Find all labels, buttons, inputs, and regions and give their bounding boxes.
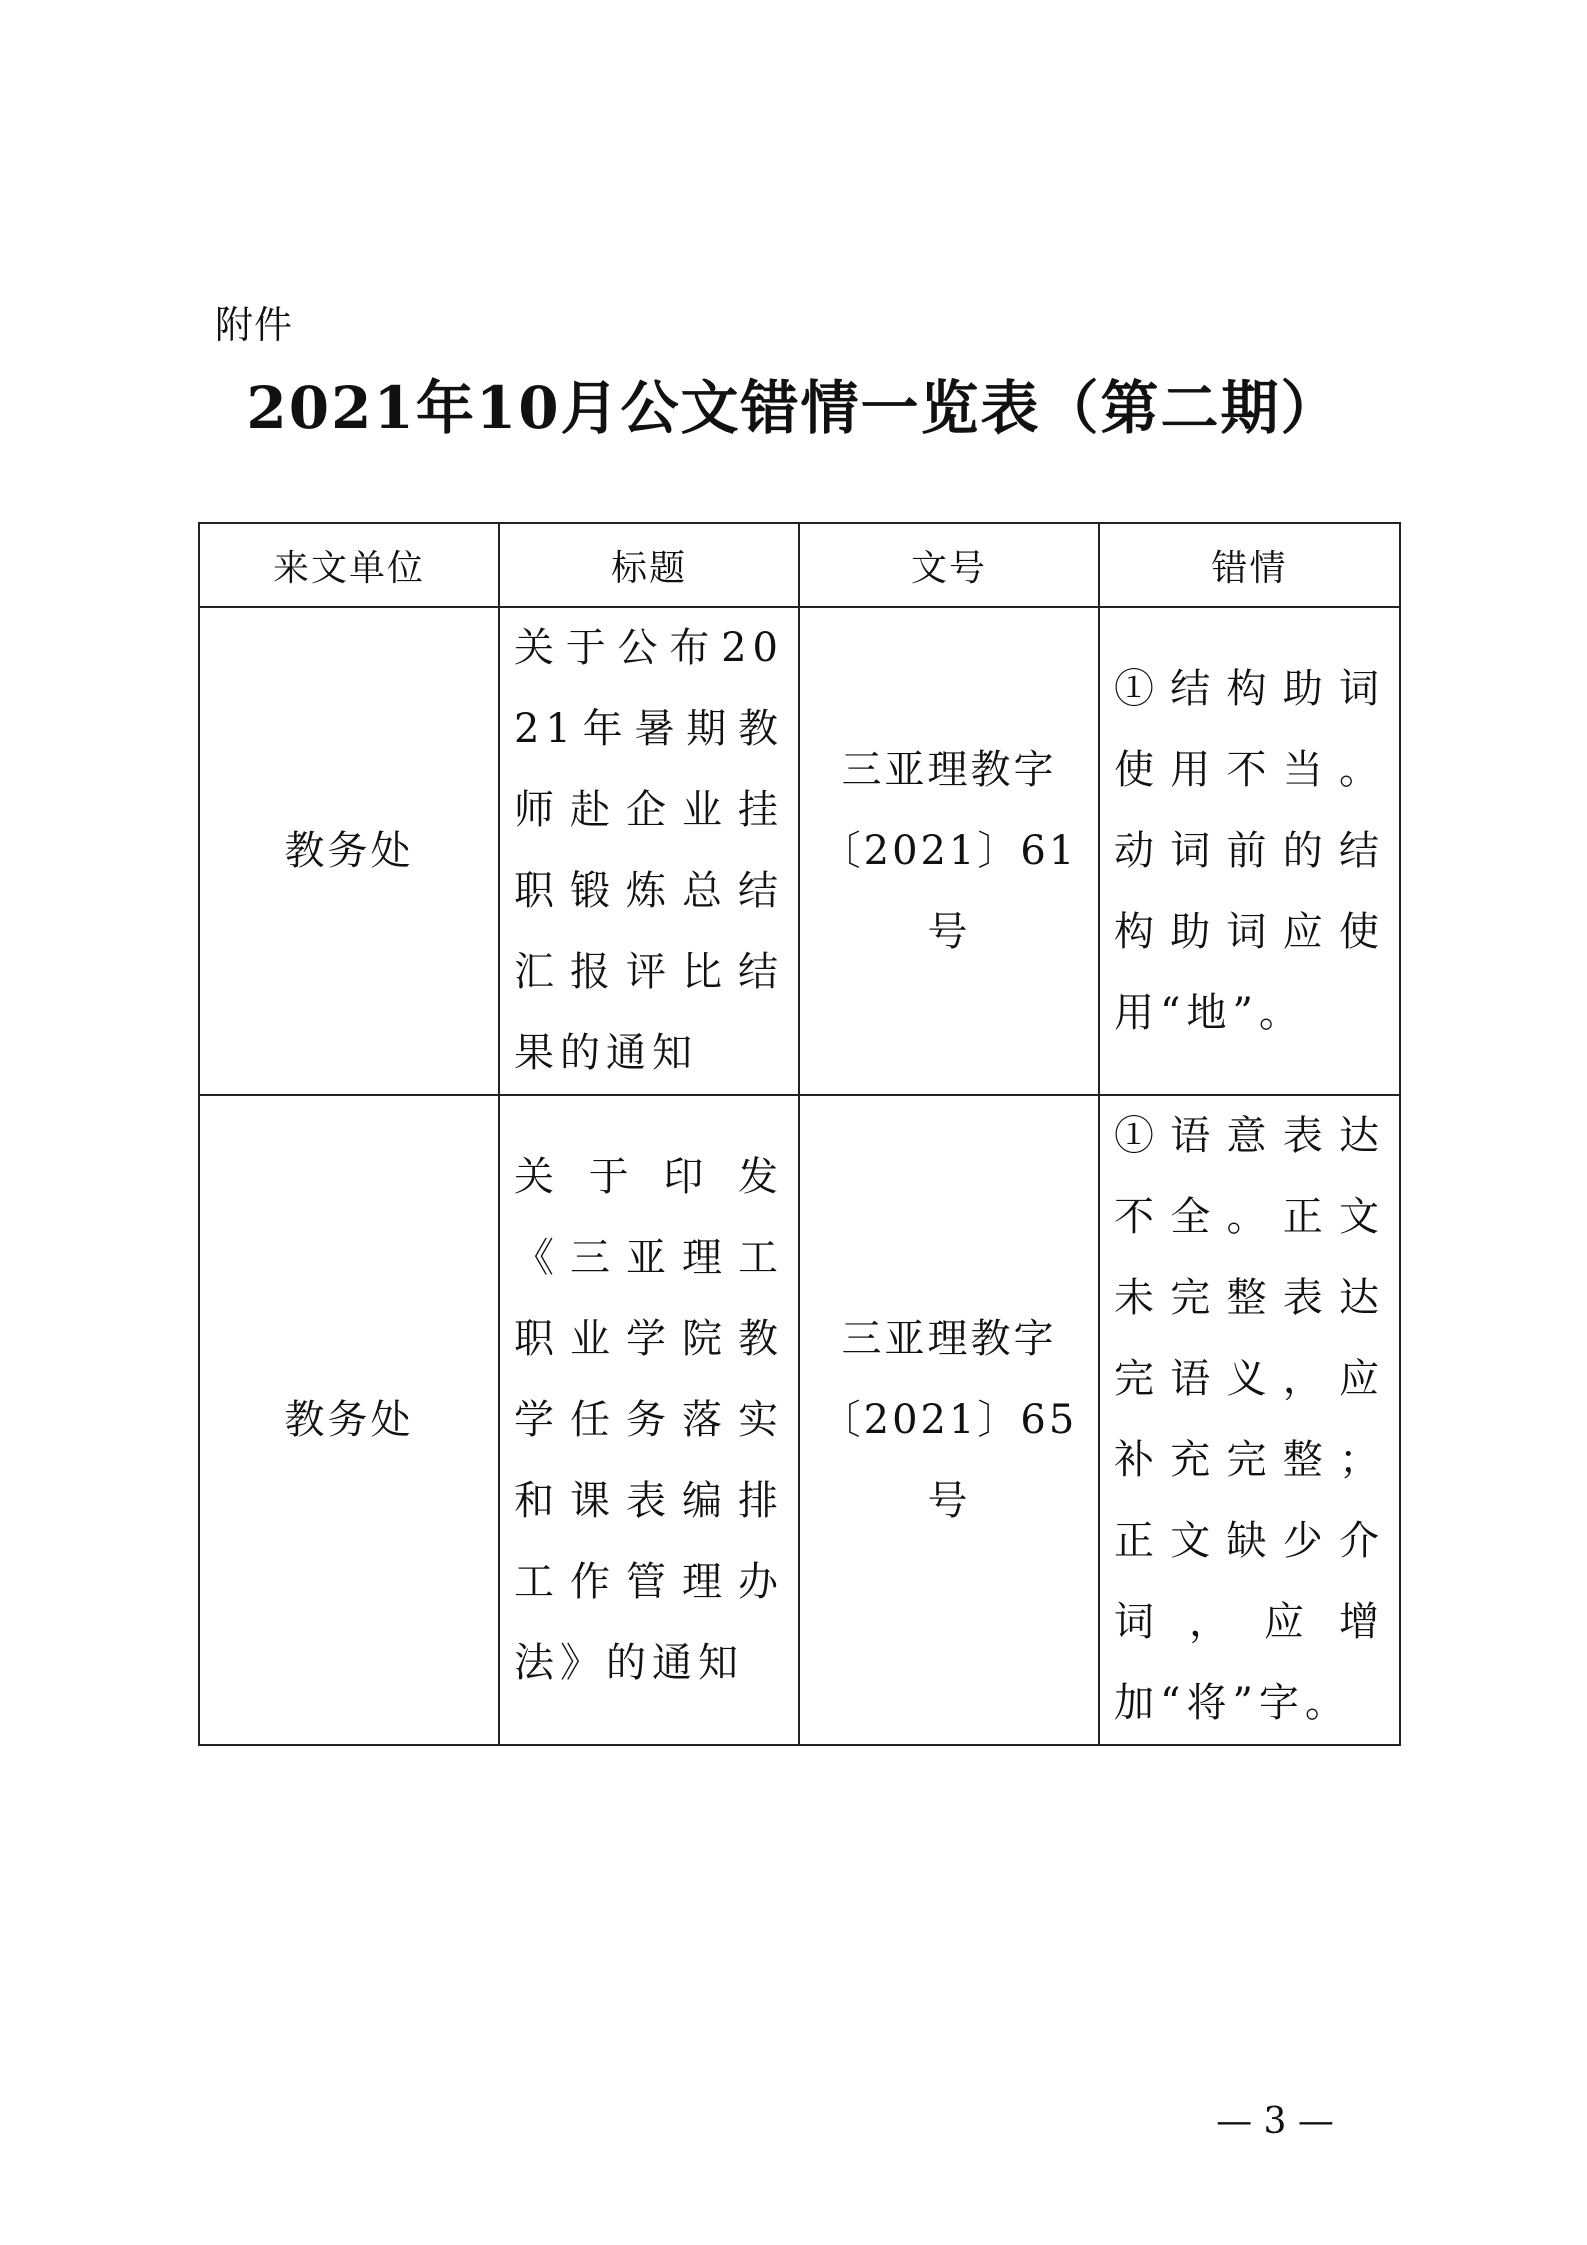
docno-prefix: 三亚理教字 <box>841 746 1057 793</box>
docno-prefix: 三亚理教字 <box>841 1315 1057 1362</box>
document-title: 2021年10月公文错情一览表（第二期） <box>246 374 1341 442</box>
cell-unit: 教务处 <box>199 607 499 1095</box>
table-header-row <box>199 523 1400 607</box>
docno-number: 〔2021〕61号 <box>820 827 1078 955</box>
cell-error: ①语意表达不全。正文未完整表达完语义，应补充完整；正文缺少介词，应增加“将”字。 <box>1099 1095 1400 1745</box>
cell-unit: 教务处 <box>199 1095 499 1745</box>
error-table <box>198 522 1401 1746</box>
cell-docno <box>799 1095 1099 1745</box>
attachment-label: 附件 <box>215 303 294 347</box>
cell-error: ①结构助词使用不当。动词前的结构助词应使用“地”。 <box>1099 607 1400 1095</box>
header-error: 错情 <box>1099 523 1400 607</box>
header-title: 标题 <box>499 523 799 607</box>
table-row <box>199 607 1400 1095</box>
cell-docno <box>799 607 1099 1095</box>
cell-title: 关于公布2021年暑期教师赴企业挂职锻炼总结汇报评比结果的通知 <box>499 607 799 1095</box>
docno-number: 〔2021〕65号 <box>820 1396 1078 1524</box>
header-unit: 来文单位 <box>199 523 499 607</box>
cell-title: 关于印发《三亚理工职业学院教学任务落实和课表编排工作管理办法》的通知 <box>499 1095 799 1745</box>
header-docno: 文号 <box>799 523 1099 607</box>
table-row <box>199 1095 1400 1745</box>
page-number: — 3 — <box>1216 2101 1334 2142</box>
